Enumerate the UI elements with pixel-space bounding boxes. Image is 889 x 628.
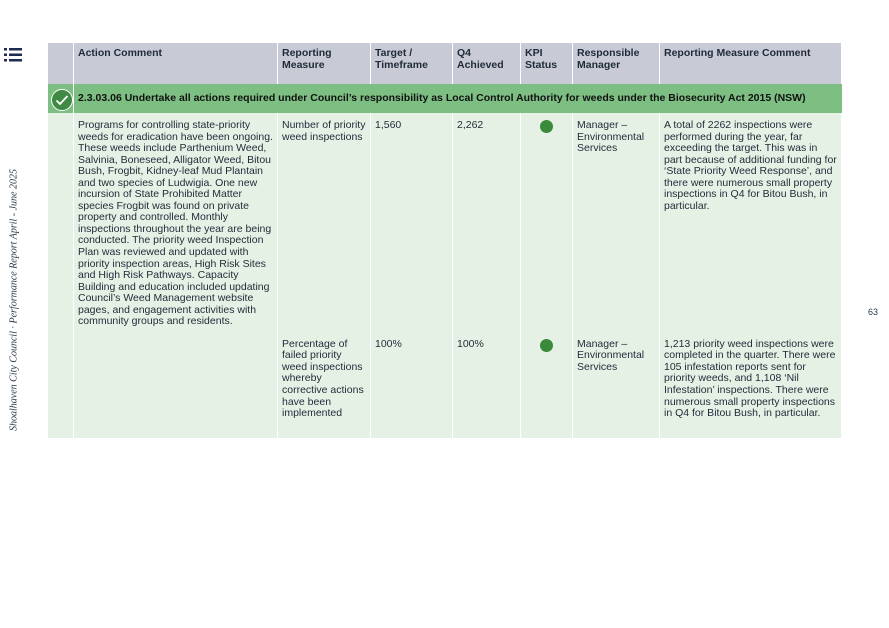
performance-table bbox=[48, 43, 842, 438]
action-comment-cell bbox=[74, 332, 278, 438]
manager-cell: Manager – Environmental Services bbox=[573, 332, 660, 438]
row-gutter bbox=[48, 332, 74, 438]
target-cell: 1,560 bbox=[371, 113, 453, 332]
action-title-row bbox=[48, 84, 842, 113]
menu-list-icon[interactable] bbox=[4, 47, 22, 63]
action-status-cell bbox=[48, 84, 74, 113]
header-measure-comment: Reporting Measure Comment bbox=[660, 43, 842, 84]
header-action-comment: Action Comment bbox=[74, 43, 278, 84]
measure-comment-cell: 1,213 priority weed inspections were completed in the quarter. There were 105 infestation reports sent for priority weeds, and 1,108 ‘Nil Infestation’ inspections. There were numerous small property inspections in Q4 for Bitou Bush, in particular. bbox=[660, 332, 842, 438]
kpi-status-cell bbox=[521, 113, 573, 332]
header-kpi-status: KPI Status bbox=[521, 43, 573, 84]
measure-comment-cell: A total of 2262 inspections were performed during the year, far exceeding the target. This was in part because of additional funding for ‘State Priority Weed Response’, and there were numerous small property inspections in Q4 for Bitou Bush, in particular. bbox=[660, 113, 842, 332]
reporting-measure-cell: Percentage of failed priority weed inspections whereby corrective actions have been implemented bbox=[278, 332, 371, 438]
header-reporting-measure: Reporting Measure bbox=[278, 43, 371, 84]
achieved-cell: 100% bbox=[453, 332, 521, 438]
kpi-status-dot-icon bbox=[540, 339, 553, 352]
check-circle-icon bbox=[51, 89, 73, 111]
manager-cell: Manager – Environmental Services bbox=[573, 113, 660, 332]
action-comment-cell: Programs for controlling state-priority weeds for eradication have been ongoing. These weeds include Parthenium Weed, Salvinia, Boneseed, Alligator Weed, Bitou Bush, Frogbit, Kidney-leaf Mud Plantain and two species of Ludwigia. One new incursion of State Prohibited Matter species Frogbit was found on private property and controlled. Monthly inspections throughout the year are being conducted. The priority weed Inspection Plan was reviewed and updated with priority inspection areas, High Risk Sites and High Risk Pathways. Capacity Building and education included updating Council’s Weed Management website pages, and engagement activities with community groups and residents. bbox=[74, 113, 278, 332]
header-target: Target / Timeframe bbox=[371, 43, 453, 84]
table-header-row bbox=[48, 43, 842, 84]
target-cell: 100% bbox=[371, 332, 453, 438]
reporting-measure-cell: Number of priority weed inspections bbox=[278, 113, 371, 332]
table-row bbox=[48, 332, 842, 438]
report-side-title: Shoalhaven City Council · Performance Report April - June 2025 bbox=[8, 169, 20, 431]
header-responsible-manager: Responsible Manager bbox=[573, 43, 660, 84]
page-number: 63 bbox=[868, 307, 879, 317]
row-gutter bbox=[48, 113, 74, 332]
action-title: 2.3.03.06 Undertake all actions required under Council’s responsibility as Local Control Authority for weeds under the Biosecurity Act 2015 (NSW) bbox=[74, 84, 842, 113]
kpi-status-dot-icon bbox=[540, 120, 553, 133]
kpi-status-cell bbox=[521, 332, 573, 438]
achieved-cell: 2,262 bbox=[453, 113, 521, 332]
header-achieved: Q4 Achieved bbox=[453, 43, 521, 84]
header-blank bbox=[48, 43, 74, 84]
table-row bbox=[48, 113, 842, 332]
